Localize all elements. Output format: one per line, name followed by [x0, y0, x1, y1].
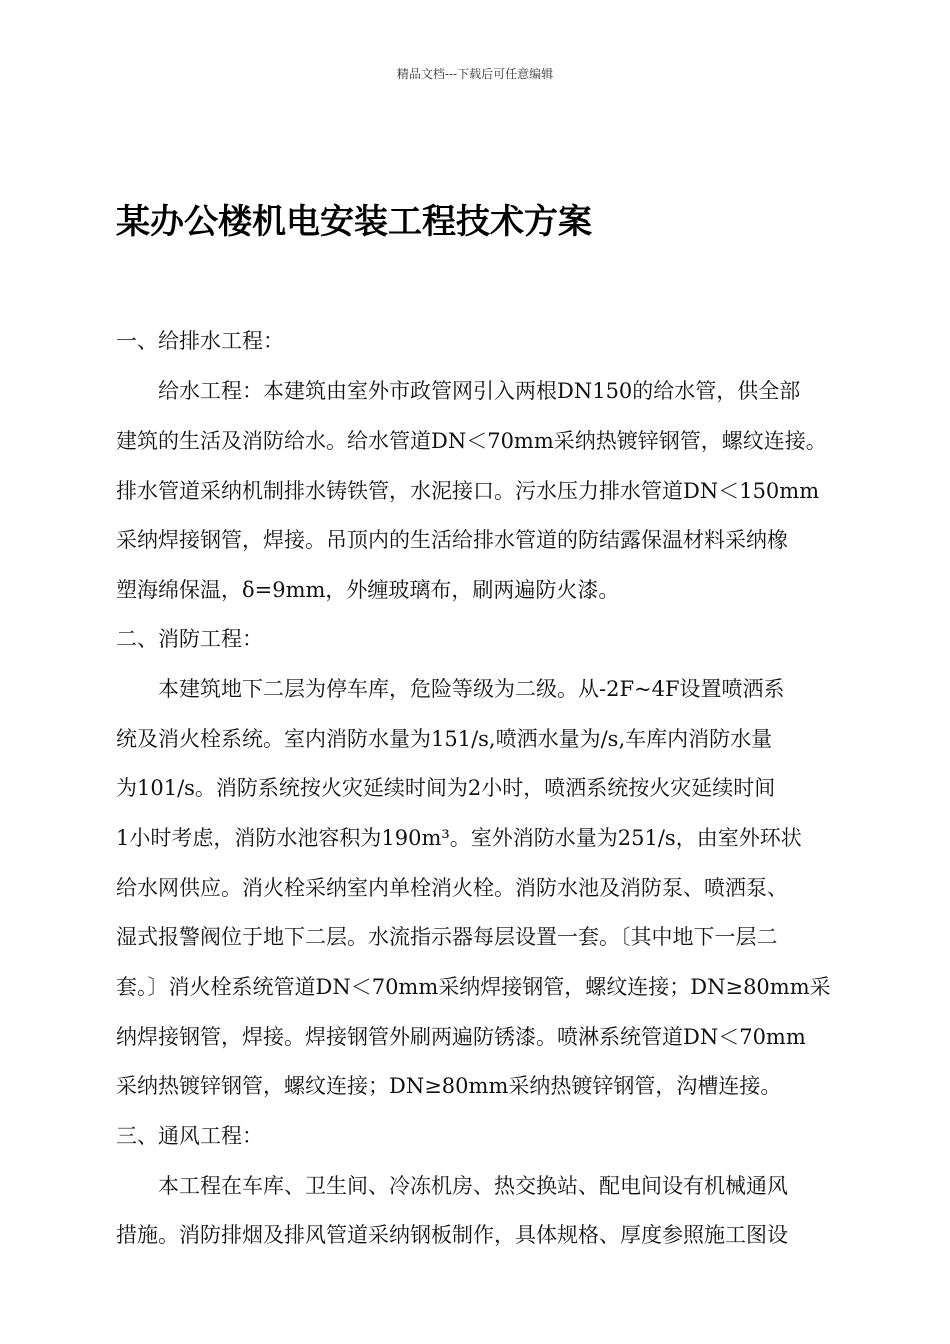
paragraph-line: 统及消火栓系统。室内消防水量为151/s,喷洒水量为/s,车库内消防水量	[116, 727, 773, 751]
paragraph-line: 纳焊接钢管，焊接。焊接钢管外刷两遍防锈漆。喷淋系统管道DN＜70mm	[116, 1025, 806, 1049]
paragraph-line: 采纳热镀锌钢管，螺纹连接；DN≥80mm采纳热镀锌钢管，沟槽连接。	[116, 1074, 782, 1098]
paragraph-line: 本建筑地下二层为停车库，危险等级为二级。从-2F~4F设置喷洒系	[158, 677, 785, 701]
paragraph-line: 措施。消防排烟及排风管道采纳钢板制作，具体规格、厚度参照施工图设	[116, 1223, 788, 1247]
paragraph-line: 套。〕消火栓系统管道DN＜70mm采纳焊接钢管，螺纹连接；DN≥80mm采	[116, 975, 831, 999]
section-heading-water-supply-drainage: 一、给排水工程：	[116, 329, 284, 353]
section-heading-ventilation: 三、通风工程：	[116, 1124, 263, 1148]
paragraph-line: 采纳焊接钢管，焊接。吊顶内的生活给排水管道的防结露保温材料采纳橡	[116, 528, 788, 552]
page-header-note: 精品文档---下载后可任意编辑	[396, 67, 554, 81]
paragraph-line: 1小时考虑，消防水池容积为190m³。室外消防水量为251/s，由室外环状	[116, 826, 802, 850]
paragraph-line: 排水管道采纳机制排水铸铁管，水泥接口。污水压力排水管道DN＜150mm	[116, 479, 820, 503]
paragraph-line: 塑海绵保温，δ=9mm，外缠玻璃布，刷两遍防火漆。	[116, 578, 620, 602]
document-title: 某办公楼机电安装工程技术方案	[116, 202, 592, 242]
paragraph-line: 给水工程：本建筑由室外市政管网引入两根DN150的给水管，供全部	[158, 379, 801, 403]
section-heading-fire-protection: 二、消防工程：	[116, 627, 263, 651]
paragraph-line: 建筑的生活及消防给水。给水管道DN＜70mm采纳热镀锌钢管，螺纹连接。	[116, 429, 827, 453]
paragraph-line: 湿式报警阀位于地下二层。水流指示器每层设置一套。〔其中地下一层二	[116, 925, 778, 949]
paragraph-line: 给水网供应。消火栓采纳室内单栓消火栓。消防水池及消防泵、喷洒泵、	[116, 876, 788, 900]
paragraph-line: 为101/s。消防系统按火灾延续时间为2小时，喷洒系统按火灾延续时间	[116, 776, 776, 800]
paragraph-line: 本工程在车库、卫生间、冷冻机房、热交换站、配电间设有机械通风	[158, 1174, 788, 1198]
